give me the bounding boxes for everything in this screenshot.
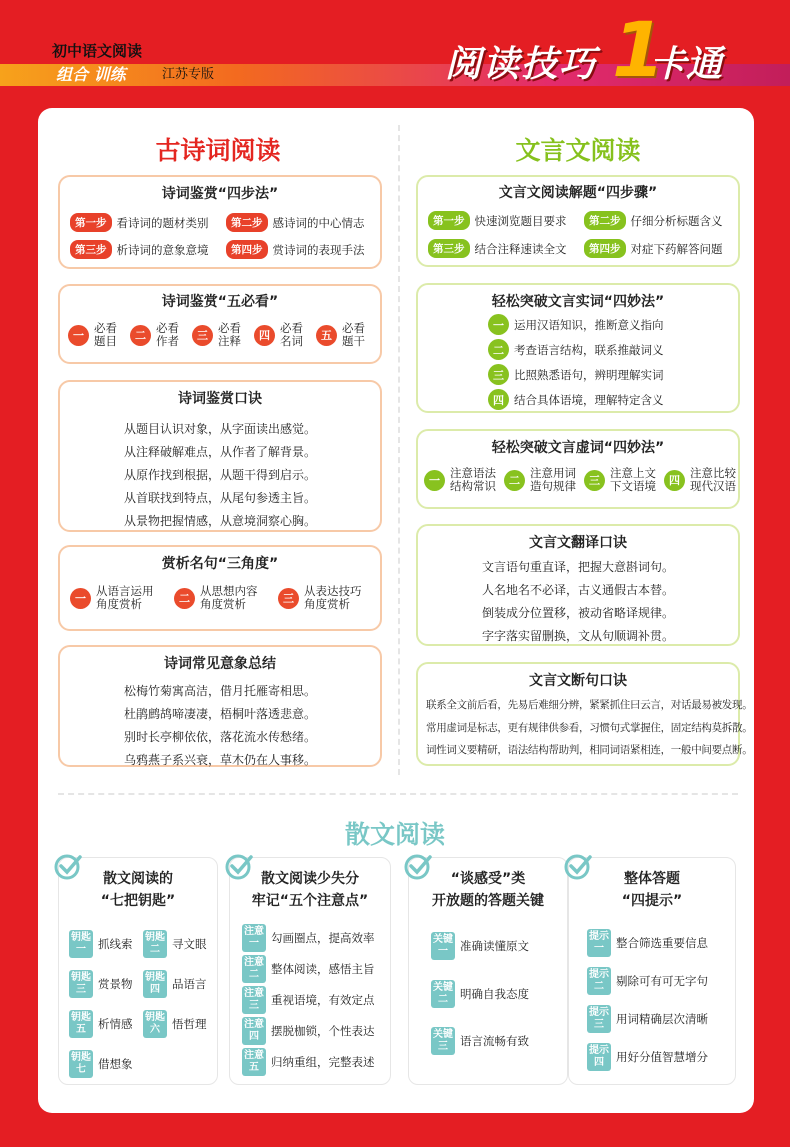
key-badge: 钥匙: [145, 932, 165, 943]
prose-title: 散文阅读的: [103, 871, 173, 887]
rhyme-line: 从题目认识对象，从字面读出感觉。: [123, 422, 316, 436]
prose-title: 散文阅读少失分: [261, 871, 359, 887]
key-badge-num: 二: [249, 969, 259, 980]
step-text: 结合注释速读全文: [474, 241, 567, 256]
key-badge-num: 一: [76, 944, 86, 955]
box-title: 文言文阅读解题“四步骤”: [498, 185, 658, 201]
key-badge-num: 二: [438, 994, 448, 1005]
rhyme-line: 从原作找到根据，从题干得到启示。: [123, 468, 316, 482]
key-badge: 关键: [433, 1029, 453, 1040]
item-line: 注意比较: [690, 466, 736, 480]
number-badge: 四: [488, 389, 509, 410]
number-badge: 一: [488, 314, 509, 335]
number-badge: 二: [174, 588, 195, 609]
number-badge: 四: [664, 470, 685, 491]
key-text: 悟哲理: [172, 1017, 207, 1031]
rhyme-lines: [60, 418, 380, 533]
key-badge-num: 二: [150, 944, 160, 955]
key-badge: 钥匙: [71, 1052, 91, 1063]
key-badge-num: 一: [594, 943, 604, 954]
key-badge: 钥匙: [71, 972, 91, 983]
box-title: 赏析名句“三角度”: [161, 556, 279, 572]
key-badge: 关键: [433, 934, 453, 945]
key-badge-num: 六: [150, 1024, 160, 1035]
step-text: 快速浏览题目要求: [474, 213, 567, 228]
prose-title: 开放题的答题关键: [432, 893, 544, 909]
key-badge: 提示: [589, 969, 609, 980]
box-function-words: [416, 429, 740, 509]
key-badge-num: 三: [249, 1000, 259, 1011]
key-badge: 注意: [244, 957, 264, 968]
box-title: 诗词鉴赏“四步法”: [161, 186, 279, 202]
number-badge: 二: [488, 339, 509, 360]
key-text: 借想象: [98, 1057, 133, 1071]
key-badge: 注意: [244, 1019, 264, 1030]
number-badge: 一: [70, 588, 91, 609]
box-translation-rhyme: [416, 524, 740, 646]
box-four-procedures: [416, 175, 740, 267]
step-tag: 第一步: [70, 213, 112, 232]
step-text: 仔细分析标题含义: [630, 213, 723, 228]
key-badge-num: 三: [438, 1041, 448, 1052]
key-badge: 钥匙: [71, 1012, 91, 1023]
page-header: [0, 0, 790, 105]
item-line: 必看: [156, 321, 179, 335]
translation-lines: [418, 556, 738, 648]
number-badge: 三: [278, 588, 299, 609]
key-badge-num: 三: [594, 1019, 604, 1030]
key-text: 品语言: [172, 977, 207, 991]
item-line: 角度赏析: [304, 597, 350, 611]
key-badge: 注意: [244, 926, 264, 937]
key-text: 整体阅读，感悟主旨: [271, 962, 375, 976]
key-text: 整合筛选重要信息: [616, 936, 708, 950]
prose-title: 牢记“五个注意点”: [251, 893, 369, 909]
section-heading-poetry: 古诗词阅读: [155, 136, 281, 165]
number-badge: 三: [488, 364, 509, 385]
item-line: 题目: [94, 334, 117, 348]
key-badge: 提示: [589, 1045, 609, 1056]
box-appreciation-rhyme: [58, 380, 382, 532]
item-line: 必看: [342, 321, 365, 335]
item-line: 必看: [280, 321, 303, 335]
number-badge: 四: [254, 325, 275, 346]
item-line: 必看: [94, 321, 117, 335]
key-text: 准确读懂原文: [460, 939, 529, 953]
step-tag: 第一步: [428, 211, 470, 230]
key-text: 语言流畅有致: [460, 1034, 529, 1048]
number-badge: 三: [584, 470, 605, 491]
column-divider: [398, 125, 400, 775]
prose-box-feelings: [408, 857, 568, 1085]
number-badge: 一: [68, 325, 89, 346]
step-tag: 第四步: [226, 240, 268, 259]
box-title: 文言文断句口诀: [529, 673, 627, 689]
key-text: 勾画圈点，提高效率: [271, 931, 375, 945]
section-heading-classical: 文言文阅读: [515, 136, 641, 165]
prose-title: 整体答题: [624, 871, 680, 887]
section-divider: [58, 793, 738, 795]
method-text: 比照熟悉语句，辨明理解实词: [514, 367, 664, 382]
brand-title: 阅读技巧: [445, 44, 598, 85]
box-five-musts: [58, 284, 382, 364]
key-text: 抓线索: [98, 937, 133, 951]
prose-title: “七把钥匙”: [100, 893, 176, 909]
step-text: 对症下药解答问题: [630, 241, 723, 256]
box-title: 文言文翻译口诀: [529, 535, 627, 551]
box-four-steps: [58, 175, 382, 269]
prose-title: “谈感受”类: [450, 871, 526, 887]
prose-box-four-tips: [568, 857, 736, 1085]
key-badge: 注意: [244, 1050, 264, 1061]
imagery-lines: [60, 680, 380, 772]
key-badge: 关键: [433, 982, 453, 993]
key-badge-num: 二: [594, 981, 604, 992]
key-text: 析情感: [98, 1017, 133, 1031]
key-badge-num: 一: [438, 946, 448, 957]
combo-label: 组合 训练: [56, 65, 126, 84]
key-text: 明确自我态度: [460, 987, 529, 1001]
key-badge: 注意: [244, 988, 264, 999]
rhyme-line: 从景物把握情感，从意境洞察心胸。: [123, 514, 316, 528]
item-line: 作者: [156, 334, 179, 348]
rhyme-line: 从首联找到特点，从尾句参透主旨。: [123, 491, 316, 505]
key-badge-num: 四: [150, 984, 160, 995]
key-text: 用好分值智慧增分: [616, 1050, 708, 1064]
step-tag: 第四步: [584, 239, 626, 258]
item-line: 必看: [218, 321, 241, 335]
number-badge: 二: [504, 470, 525, 491]
step-text: 感诗词的中心情志: [272, 215, 365, 230]
punctuation-line: 常用虚词是标志，更有规律供参看，习惯句式掌握住，固定结构莫拆散。: [426, 721, 753, 734]
step-tag: 第二步: [584, 211, 626, 230]
key-text: 归纳重组，完整表述: [271, 1055, 375, 1069]
edition-label: 江苏专版: [162, 67, 215, 82]
box-title: 轻松突破文言虚词“四妙法”: [491, 440, 665, 456]
key-badge-num: 五: [249, 1062, 259, 1073]
box-title: 诗词鉴赏“五必看”: [161, 294, 279, 310]
item-line: 下文语境: [610, 479, 656, 493]
number-badge: 五: [316, 325, 337, 346]
translation-line: 字字落实留删换，文从句顺调补贯。: [481, 629, 674, 643]
item-line: 注释: [218, 334, 241, 348]
prose-box-seven-keys: [58, 857, 218, 1085]
item-line: 从表达技巧: [304, 584, 362, 598]
key-text: 用词精确层次清晰: [616, 1012, 708, 1026]
translation-line: 倒装成分位置移，被动省略译规律。: [481, 606, 674, 620]
key-text: 寻文眼: [172, 937, 207, 951]
section-heading-prose: 散文阅读: [344, 820, 445, 849]
item-line: 造句规律: [530, 479, 576, 493]
translation-line: 文言语句重直译，把握大意斟词句。: [481, 560, 674, 574]
key-badge-num: 四: [249, 1031, 259, 1042]
step-tag: 第三步: [70, 240, 112, 259]
item-line: 角度赏析: [200, 597, 246, 611]
key-badge-num: 四: [594, 1057, 604, 1068]
brand-title-b: 卡通: [650, 44, 723, 85]
key-badge-num: 五: [76, 1024, 86, 1035]
key-badge-num: 三: [76, 984, 86, 995]
translation-line: 人名地名不必译，古义通假古本替。: [481, 583, 674, 597]
item-line: 结构常识: [450, 479, 496, 493]
key-text: 摆脱枷锁，个性表达: [271, 1024, 375, 1038]
method-text: 考查语言结构，联系推敲词义: [514, 342, 664, 357]
key-badge: 提示: [589, 1007, 609, 1018]
item-line: 从语言运用: [96, 584, 154, 598]
item-line: 注意上文: [610, 466, 656, 480]
box-title: 轻松突破文言实词“四妙法”: [491, 294, 665, 310]
step-tag: 第三步: [428, 239, 470, 258]
imagery-line: 松梅竹菊寓高洁，借月托雁寄相思。: [123, 684, 316, 698]
box-three-angles: [58, 545, 382, 631]
box-notional-words: [416, 283, 740, 413]
step-text: 赏诗词的表现手法: [272, 242, 365, 257]
imagery-line: 乌鸦燕子系兴衰，草木仍在人事移。: [123, 753, 316, 767]
item-line: 现代汉语: [690, 479, 736, 493]
number-badge: 一: [424, 470, 445, 491]
method-text: 运用汉语知识，推断意义指向: [514, 317, 664, 332]
step-text: 看诗词的题材类别: [116, 215, 209, 230]
rhyme-line: 从注释破解难点，从作者了解背景。: [123, 445, 316, 459]
item-line: 从思想内容: [200, 584, 258, 598]
key-badge: 提示: [589, 931, 609, 942]
key-badge-num: 七: [76, 1064, 86, 1075]
brand-one: 1: [612, 5, 665, 94]
box-imagery-summary: [58, 645, 382, 767]
item-line: 角度赏析: [96, 597, 142, 611]
box-title: 诗词常见意象总结: [164, 656, 276, 672]
number-badge: 二: [130, 325, 151, 346]
box-punctuation-rhyme: [416, 662, 753, 766]
key-badge-num: 一: [249, 938, 259, 949]
number-badge: 三: [192, 325, 213, 346]
box-title: 诗词鉴赏口诀: [178, 391, 262, 407]
item-line: 题干: [342, 334, 365, 348]
step-tag: 第二步: [226, 213, 268, 232]
punctuation-line: 联系全文前后看，先易后难细分辨，紧紧抓住曰云言，对话最易被发现。: [426, 699, 753, 711]
key-badge: 钥匙: [71, 932, 91, 943]
punctuation-lines: [426, 694, 753, 762]
step-text: 析诗词的意象意境: [116, 242, 209, 257]
item-line: 名词: [280, 334, 303, 348]
key-text: 赏景物: [98, 977, 133, 991]
item-line: 注意用词: [530, 466, 576, 480]
punctuation-line: 词性词义要精研，语法结构帮助判，相同词语紧相连，一般中间要点断。: [426, 744, 753, 756]
key-text: 剔除可有可无字句: [616, 974, 708, 988]
method-text: 结合具体语境，理解特定含义: [514, 392, 664, 407]
key-badge: 钥匙: [145, 1012, 165, 1023]
prose-title: “四提示”: [621, 893, 683, 909]
imagery-line: 杜鹃鹧鸪啼凄凄，梧桐叶落透悲意。: [123, 707, 316, 721]
series-title: 初中语文阅读: [52, 42, 143, 60]
key-text: 重视语境，有效定点: [271, 993, 375, 1007]
imagery-line: 别时长亭柳依依，落花流水传愁绪。: [123, 730, 316, 744]
item-line: 注意语法: [450, 466, 496, 480]
prose-box-five-notes: [229, 857, 391, 1085]
key-badge: 钥匙: [145, 972, 165, 983]
